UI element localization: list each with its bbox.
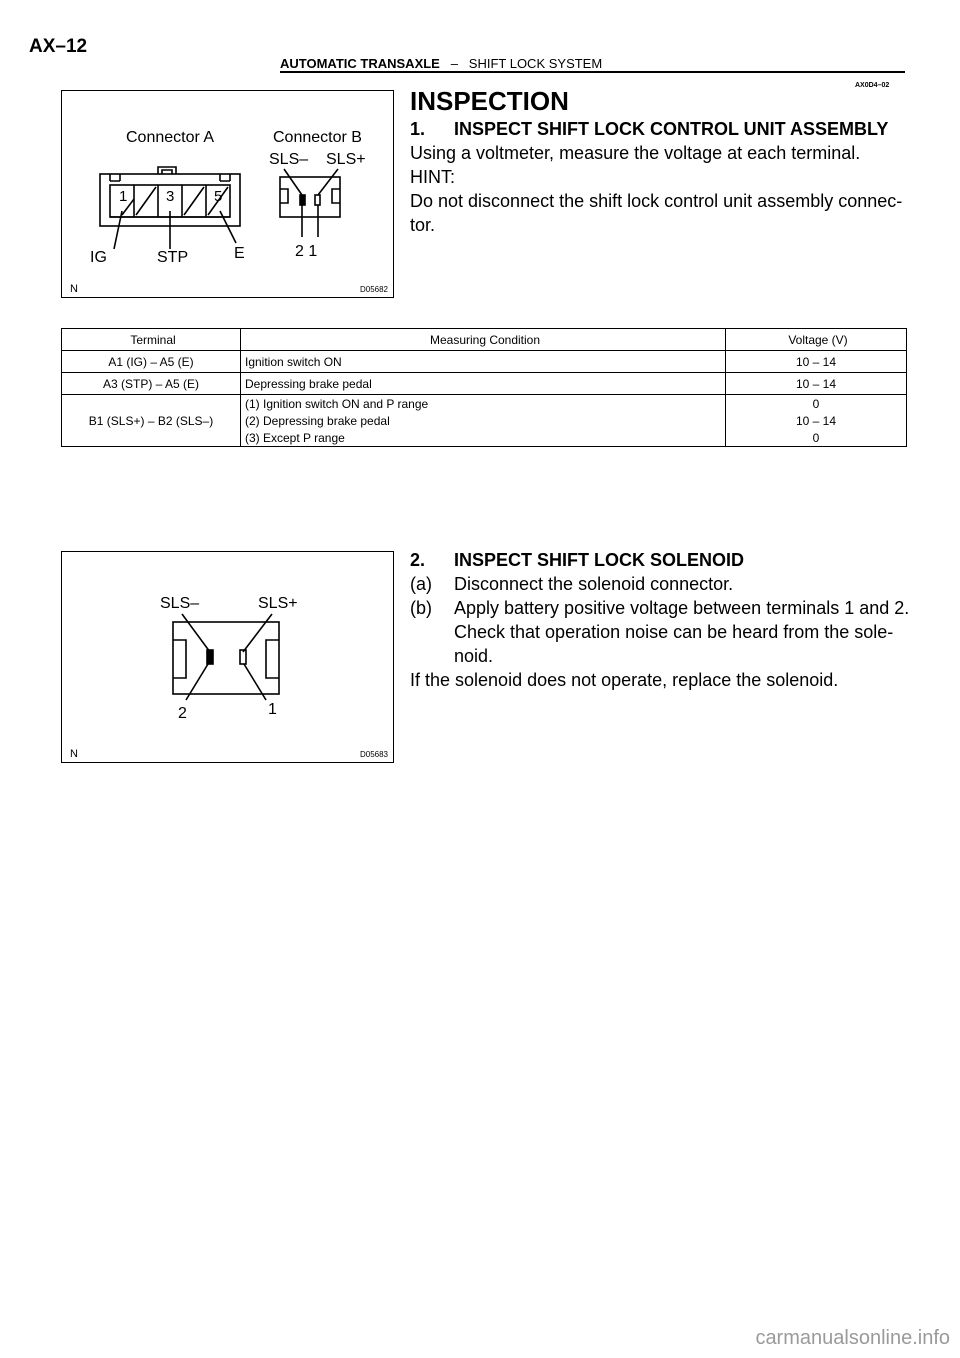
step-1: [410, 117, 910, 237]
condition-cell: Ignition switch ON: [241, 351, 726, 373]
substep-a-label: (a): [410, 574, 432, 594]
table-row: [62, 395, 907, 413]
voltage-cell: 10 – 14: [726, 412, 907, 429]
voltage-cell: 0: [726, 429, 907, 447]
substep-b-text-cont: Check that operation noise can be heard from the sole-: [454, 622, 894, 642]
step-2-number: 2.: [410, 550, 426, 570]
sls-minus-label: SLS–: [160, 595, 200, 612]
stp-label: STP: [157, 249, 189, 266]
condition-cell: (2) Depressing brake pedal: [241, 412, 726, 429]
solenoid-diagram: [62, 552, 392, 760]
section-title: AUTOMATIC TRANSAXLE: [280, 56, 440, 71]
substep-b-text: Apply battery positive voltage between terminals 1 and 2.: [454, 598, 910, 618]
terminal-cell: A1 (IG) – A5 (E): [62, 351, 241, 373]
section-subtitle: SHIFT LOCK SYSTEM: [468, 56, 603, 71]
figure-id: D05682: [359, 285, 388, 294]
ig-label: IG: [90, 249, 107, 266]
figure-n-mark: N: [70, 283, 78, 295]
separator: –: [450, 56, 458, 71]
e-label: E: [234, 245, 245, 262]
connector-figure: [61, 90, 394, 298]
connector-diagram: [62, 91, 392, 296]
connector-b-pins: 2 1: [295, 243, 318, 260]
voltage-cell: 10 – 14: [726, 351, 907, 373]
voltage-cell: 10 – 14: [726, 373, 907, 395]
step-1-number: 1.: [410, 119, 426, 139]
pin-1-label: 1: [268, 701, 277, 718]
figure-id: D05683: [359, 750, 388, 759]
terminal-cell: A3 (STP) – A5 (E): [62, 373, 241, 395]
sls-plus-label: SLS+: [326, 151, 366, 168]
connector-a-label: Connector A: [126, 129, 215, 146]
step-1-title: INSPECT SHIFT LOCK CONTROL UNIT ASSEMBLY: [454, 119, 889, 139]
page-code: AX–12: [29, 36, 88, 57]
hint-label: HINT:: [410, 167, 455, 187]
condition-cell: Depressing brake pedal: [241, 373, 726, 395]
voltage-header: Voltage (V): [726, 329, 907, 351]
sls-minus-label: SLS–: [269, 151, 309, 168]
substep-b-label: (b): [410, 598, 432, 618]
substep-a-text: Disconnect the solenoid connector.: [454, 574, 734, 594]
condition-header: Measuring Condition: [241, 329, 726, 351]
sls-plus-label: SLS+: [258, 595, 298, 612]
voltage-cell: 0: [726, 395, 907, 413]
voltage-table: [61, 328, 907, 447]
figure-n-mark: N: [70, 748, 78, 760]
step-1-text: Using a voltmeter, measure the voltage at each terminal.: [410, 143, 861, 163]
table-row: [62, 351, 907, 373]
connector-b-label: Connector B: [273, 129, 362, 146]
watermark: carmanualsonline.info: [755, 1327, 950, 1349]
solenoid-connector-figure: [61, 551, 394, 763]
condition-cell: (1) Ignition switch ON and P range: [241, 395, 726, 413]
table-row: [62, 373, 907, 395]
condition-cell: (3) Except P range: [241, 429, 726, 447]
hint-text: Do not disconnect the shift lock control unit assembly connec-: [410, 191, 903, 211]
inspection-title: INSPECTION: [410, 86, 569, 116]
pin-2-label: 2: [178, 705, 187, 722]
pin-5-label: 5: [214, 188, 223, 205]
pin-1-label: 1: [119, 188, 128, 205]
header-rule: [280, 71, 905, 73]
step-2-note: If the solenoid does not operate, replace the solenoid.: [410, 670, 839, 690]
hint-text-cont: tor.: [410, 215, 436, 235]
section-header: [280, 56, 602, 71]
terminal-cell: B1 (SLS+) – B2 (SLS–): [62, 395, 241, 447]
step-2: [410, 548, 910, 692]
table-header-row: [62, 329, 907, 351]
terminal-header: Terminal: [62, 329, 241, 351]
step-2-title: INSPECT SHIFT LOCK SOLENOID: [454, 550, 745, 570]
doc-code: AX0D4–02: [855, 82, 890, 89]
substep-b-text-end: noid.: [454, 646, 494, 666]
pin-3-label: 3: [166, 188, 175, 205]
